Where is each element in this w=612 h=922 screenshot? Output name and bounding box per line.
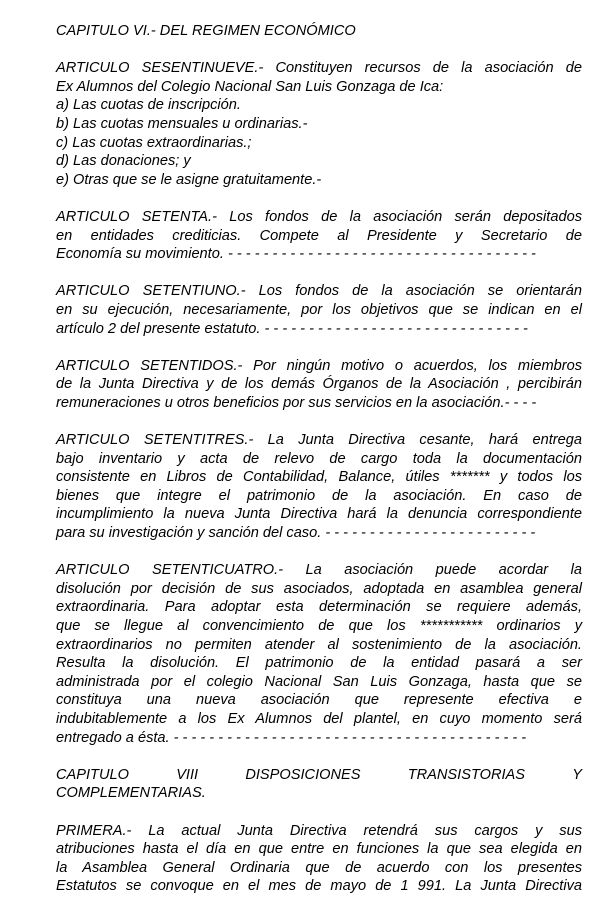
article-71-line: en su ejecución, necesariamente, por los objetivos que se indican en el: [56, 301, 582, 318]
article-74-line: Resulta la disolución. El patrimonio de la entidad pasará a ser: [56, 655, 582, 672]
list-item: b) Las cuotas mensuales u ordinarias.-: [56, 115, 308, 132]
article-69: [56, 59, 582, 189]
article-74-line: administrada por el colegio Nacional San Luis Gonzaga, hasta que se: [56, 673, 582, 690]
resources-list: [56, 96, 582, 189]
heading-word: Y: [572, 766, 582, 783]
document-page: [56, 22, 582, 915]
list-item: e) Otras que se le asigne gratuitamente.-: [56, 171, 322, 188]
article-74: [56, 561, 582, 747]
article-74-line: disolución por decisión de sus asociados, adoptada en asamblea general: [56, 580, 582, 597]
article-primera-line: la Asamblea General Ordinaria que de acuerdo con los presentes: [56, 859, 582, 876]
article-73-line: para su investigación y sanción del caso. - - - - - - - - - - - - - - - - - - - - - - - -: [56, 525, 536, 542]
article-71: [56, 282, 582, 338]
chapter-viii-heading: [56, 766, 582, 803]
article-70-line: en entidades crediticias. Compete al Presidente y Secretario de: [56, 227, 582, 244]
article-74-line: extraordinaria. Para adoptar esta determinación se requiere además,: [56, 599, 582, 616]
article-74-line: entregado a ésta. - - - - - - - - - - - - - - - - - - - - - - - - - - - - - - - - - - - - - - - -: [56, 729, 527, 746]
heading-word: VIII: [176, 766, 199, 783]
heading-word: CAPITULO: [56, 766, 129, 783]
article-74-line: extraordinarios no permiten atender al sostenimiento de la asociación.: [56, 636, 582, 653]
article-73: [56, 431, 582, 543]
article-primera-line: Estatutos se convoque en el mes de mayo de 1 991. La Junta Directiva: [56, 878, 582, 895]
heading-word: DISPOSICIONES: [245, 766, 361, 783]
article-74-line: ARTICULO SETENTICUATRO.- La asociación puede acordar la: [56, 562, 582, 579]
article-73-line: consistente en Libros de Contabilidad, Balance, útiles ******* y todos los: [56, 469, 582, 486]
article-72-line: ARTICULO SETENTIDOS.- Por ningún motivo o acuerdos, los miembros: [56, 357, 582, 374]
list-item: a) Las cuotas de inscripción.: [56, 97, 241, 114]
list-item: c) Las cuotas extraordinarias.;: [56, 134, 252, 151]
article-primera: [56, 822, 582, 896]
article-69-line: Ex Alumnos del Colegio Nacional San Luis Gonzaga de Ica:: [56, 78, 444, 95]
article-71-line: ARTICULO SETENTIUNO.- Los fondos de la asociación se orientarán: [56, 283, 582, 300]
article-73-line: bienes que integre el patrimonio de la asociación. En caso de: [56, 487, 582, 504]
article-72-line: remuneraciones u otros beneficios por sus servicios en la asociación.- - - -: [56, 394, 537, 411]
article-72: [56, 357, 582, 413]
article-74-line: constituya una nueva asociación que represente efectiva e: [56, 692, 582, 709]
list-item: d) Las donaciones; y: [56, 153, 191, 170]
article-69-line: ARTICULO SESENTINUEVE.- Constituyen recursos de la asociación de: [56, 60, 582, 77]
article-71-line: artículo 2 del presente estatuto. - - - - - - - - - - - - - - - - - - - - - - - - - - - - - -: [56, 320, 528, 337]
chapter-vi-heading: CAPITULO VI.- DEL REGIMEN ECONÓMICO: [56, 23, 356, 39]
article-74-line: indubitablemente a los Ex Alumnos del plantel, en cuyo momento será: [56, 710, 582, 727]
heading-word: TRANSISTORIAS: [407, 766, 526, 783]
chapter-viii-heading-line: [56, 766, 582, 785]
article-70-line: ARTICULO SETENTA.- Los fondos de la asociación serán depositados: [56, 208, 582, 225]
chapter-viii-heading-line: COMPLEMENTARIAS.: [56, 785, 206, 802]
article-73-line: bajo inventario y acta de relevo de cargo toda la documentación: [56, 450, 582, 467]
article-70-line: Economía su movimiento. - - - - - - - - - - - - - - - - - - - - - - - - - - - - - - - - - - -: [56, 246, 536, 263]
article-72-line: de la Junta Directiva y de los demás Órganos de la Asociación , percibirán: [56, 376, 582, 393]
article-73-line: ARTICULO SETENTITRES.- La Junta Directiva cesante, hará entrega: [56, 432, 582, 449]
article-70: [56, 208, 582, 264]
article-73-line: incumplimiento la nueva Junta Directiva hará la denuncia correspondiente: [56, 506, 582, 523]
article-primera-line: PRIMERA.- La actual Junta Directiva retendrá sus cargos y sus: [56, 822, 582, 839]
article-74-line: que se llegue al convencimiento de que los *********** ordinarios y: [56, 618, 582, 634]
article-primera-line: atribuciones hasta el día en que entre en funciones la que sea elegida en: [56, 841, 582, 858]
